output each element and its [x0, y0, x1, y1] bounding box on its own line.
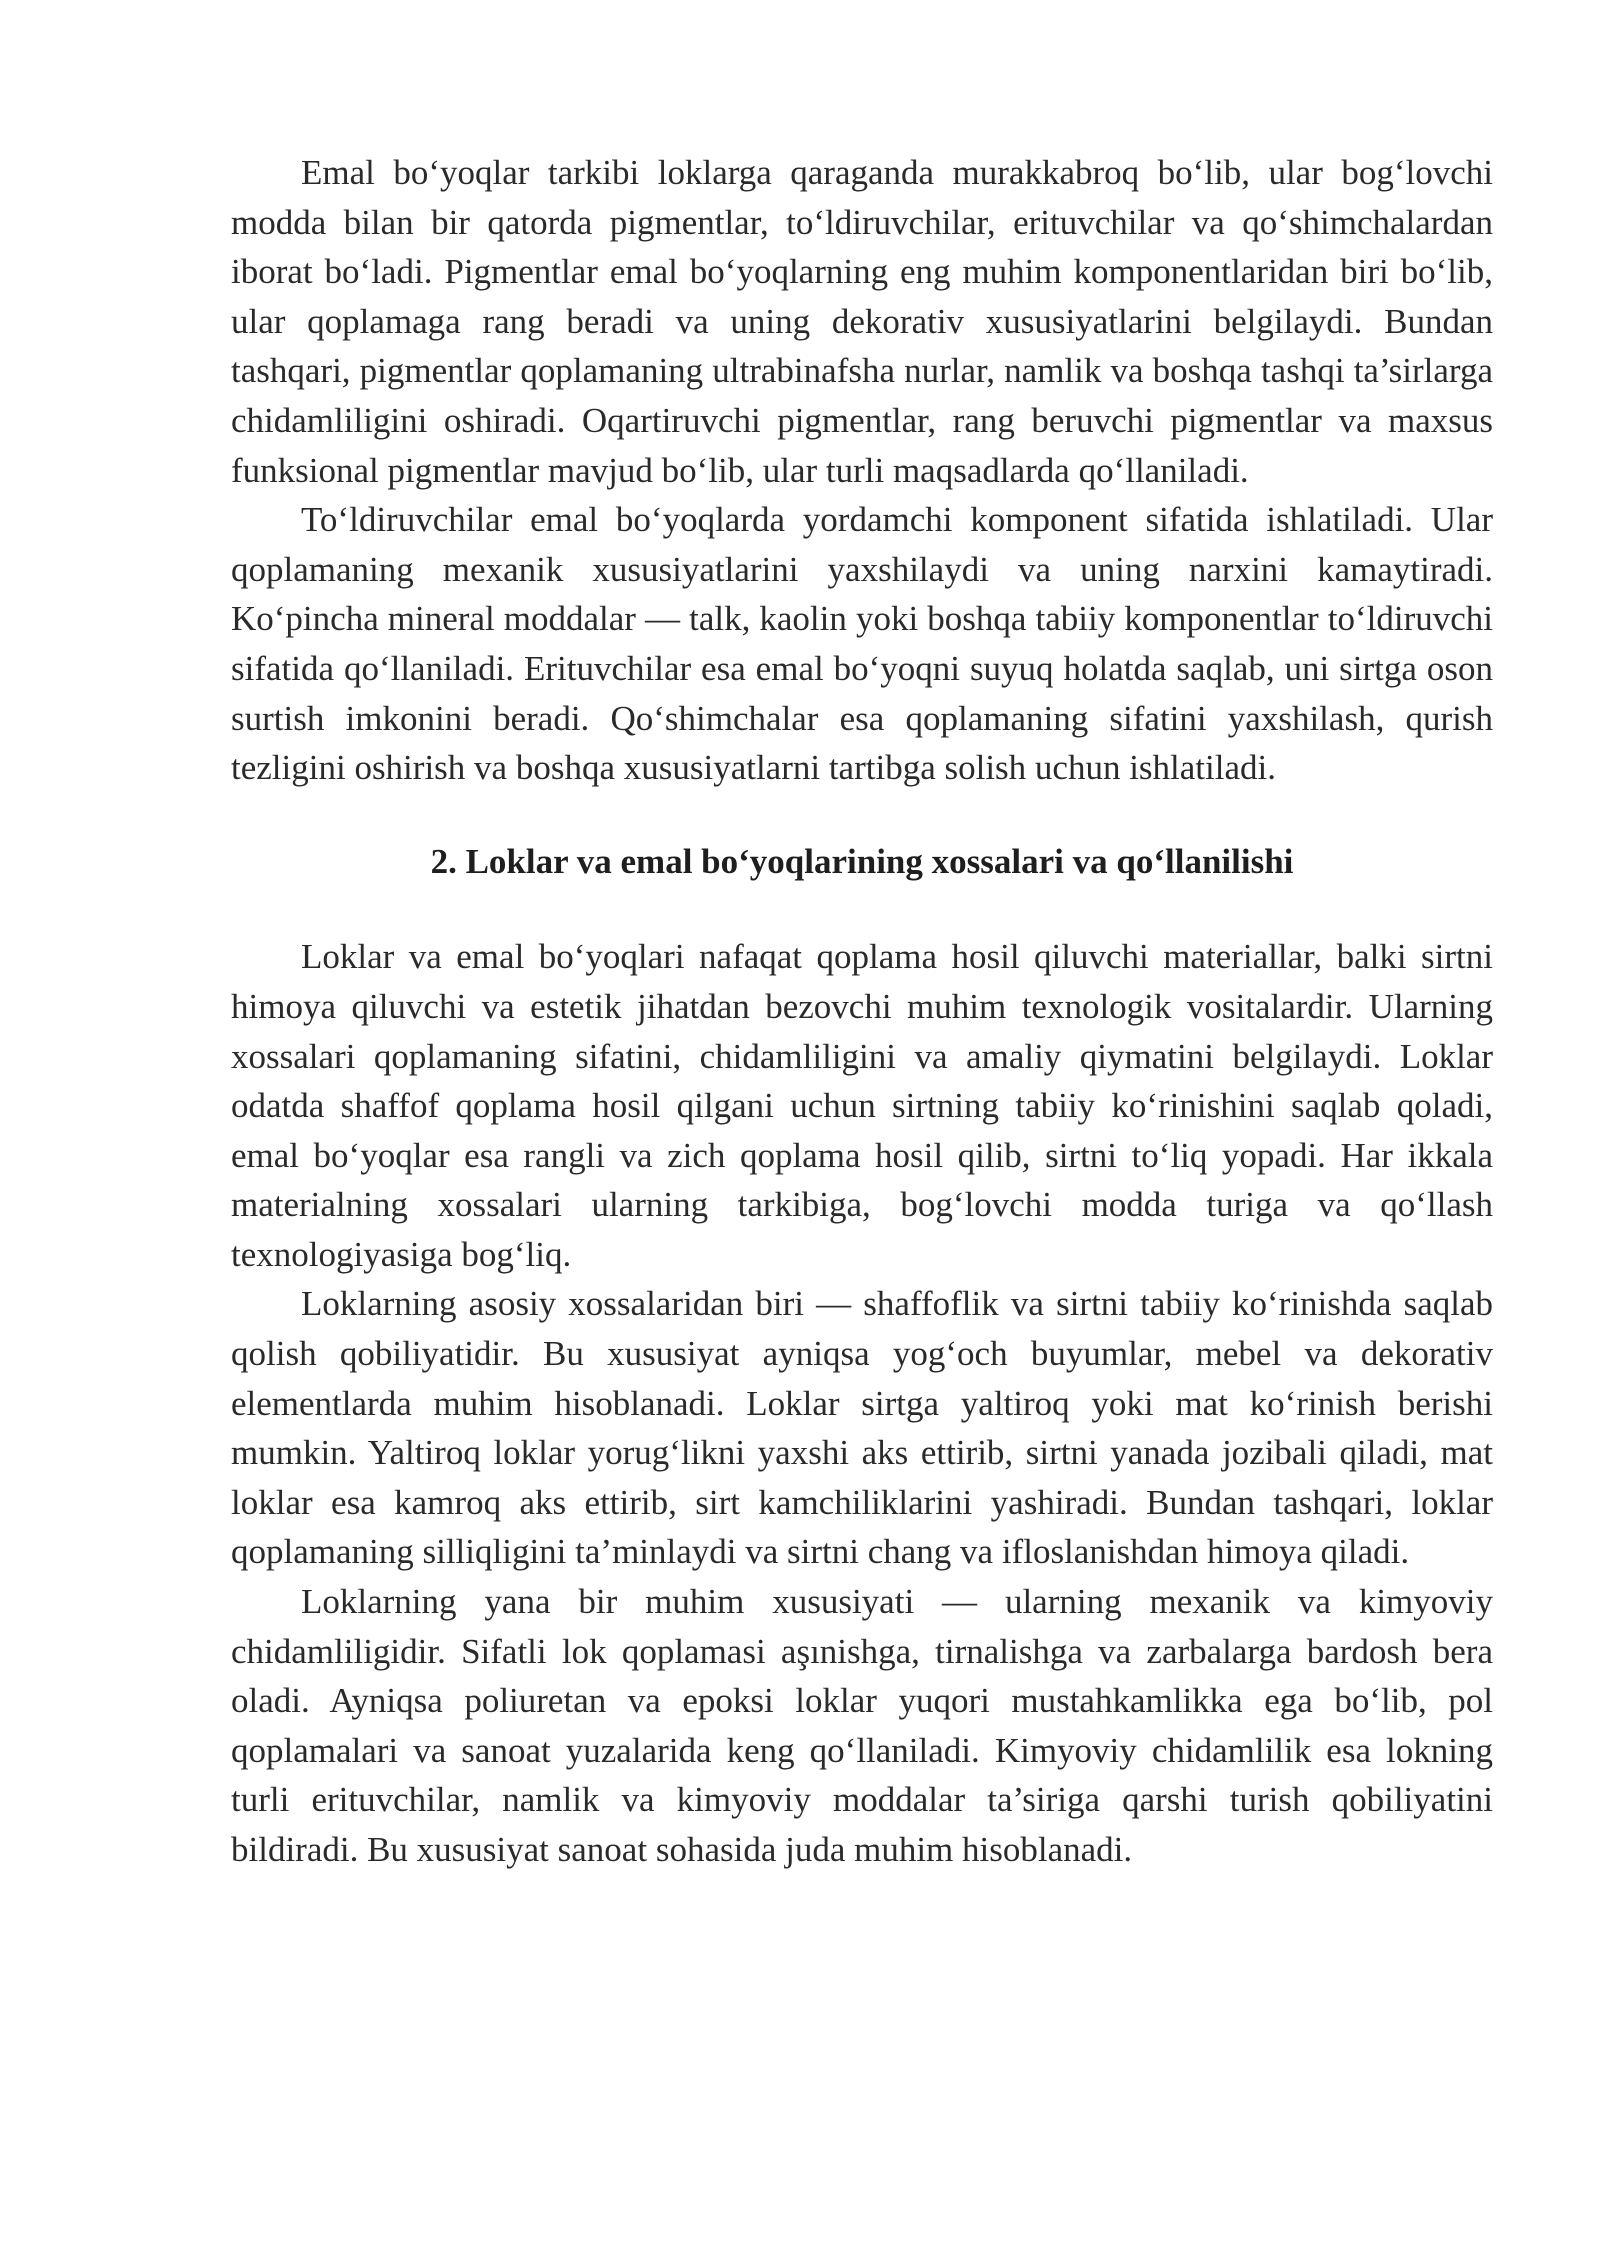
paragraph-fillers: To‘ldiruvchilar emal bo‘yoqlarda yordamchi komponent sifatida ishlatiladi. Ular qoplamaning mexanik xususiyatlarini yaxshilaydi va uning narxini kamaytiradi. Ko‘pincha mineral moddalar — talk, kaolin yoki boshqa tabiiy komponentlar to‘ldiruvchi sifatida qo‘llaniladi. Erituvchilar esa emal bo‘yoqni suyuq holatda saqlab, uni sirtga oson surtish imkonini beradi. Qo‘shimchalar esa qoplamaning sifatini yaxshilash, qurish tezligini oshirish va boshqa xususiyatlarni tartibga solish uchun ishlatiladi. [231, 500, 1493, 788]
paragraph-emal-composition: Emal bo‘yoqlar tarkibi loklarga qaraganda murakkabroq bo‘lib, ular bog‘lovchi modda bilan bir qatorda pigmentlar, to‘ldiruvchilar, erituvchilar va qo‘shimchalardan iborat bo‘ladi. Pigmentlar emal bo‘yoqlarning eng muhim komponentlaridan biri bo‘lib, ular qoplamaga rang beradi va uning dekorativ xususiyatlarini belgilaydi. Bundan tashqari, pigmentlar qoplamaning ultrabinafsha nurlar, namlik va boshqa tashqi ta’sirlarga chidamliligini oshiradi. Oqartiruvchi pigmentlar, rang beruvchi pigmentlar va maxsus funksional pigmentlar mavjud bo‘lib, ular turli maqsadlarda qo‘llaniladi. [231, 153, 1493, 490]
paragraph-transparency: Loklarning asosiy xossalaridan biri — shaffoflik va sirtni tabiiy ko‘rinishda saqlab qolish qobiliyatidir. Bu xususiyat ayniqsa yog‘och buyumlar, mebel va dekorativ elementlarda muhim hisoblanadi. Loklar sirtga yaltiroq yoki mat ko‘rinish berishi mumkin. Yaltiroq loklar yorug‘likni yaxshi aks ettirib, sirtni yanada jozibali qiladi, mat loklar esa kamroq aks ettirib, sirt kamchiliklarini yashiradi. Bundan tashqari, loklar qoplamaning silliqligini ta’minlaydi va sirtni chang va ifloslanishdan himoya qiladi. [231, 1284, 1493, 1572]
paragraph-properties-intro: Loklar va emal bo‘yoqlari nafaqat qoplama hosil qiluvchi materiallar, balki sirtni himoya qiluvchi va estetik jihatdan bezovchi muhim texnologik vositalardir. Ularning xossalari qoplamaning sifatini, chidamliligini va amaliy qiymatini belgilaydi. Loklar odatda shaffof qoplama hosil qilgani uchun sirtning tabiiy ko‘rinishini saqlab qoladi, emal bo‘yoqlar esa rangli va zich qoplama hosil qilib, sirtni to‘liq yopadi. Har ikkala materialning xossalari ularning tarkibiga, bog‘lovchi modda turiga va qo‘llash texnologiyasiga bog‘liq. [231, 937, 1493, 1274]
section-heading: 2. Loklar va emal bo‘yoqlarining xossalari va qo‘llanilishi [430, 841, 1294, 881]
paragraph-durability: Loklarning yana bir muhim xususiyati — ularning mexanik va kimyoviy chidamliligidir. Sifatli lok qoplamasi aşınishga, tirnalishga va zarbalarga bardosh bera oladi. Ayniqsa poliuretan va epoksi loklar yuqori mustahkamlikka ega bo‘lib, pol qoplamalari va sanoat yuzalarida keng qo‘llaniladi. Kimyoviy chidamlilik esa lokning turli erituvchilar, namlik va kimyoviy moddalar ta’siriga qarshi turish qobiliyatini bildiradi. Bu xususiyat sanoat sohasida juda muhim hisoblanadi. [231, 1582, 1493, 1869]
document-page [231, 148, 1493, 1875]
